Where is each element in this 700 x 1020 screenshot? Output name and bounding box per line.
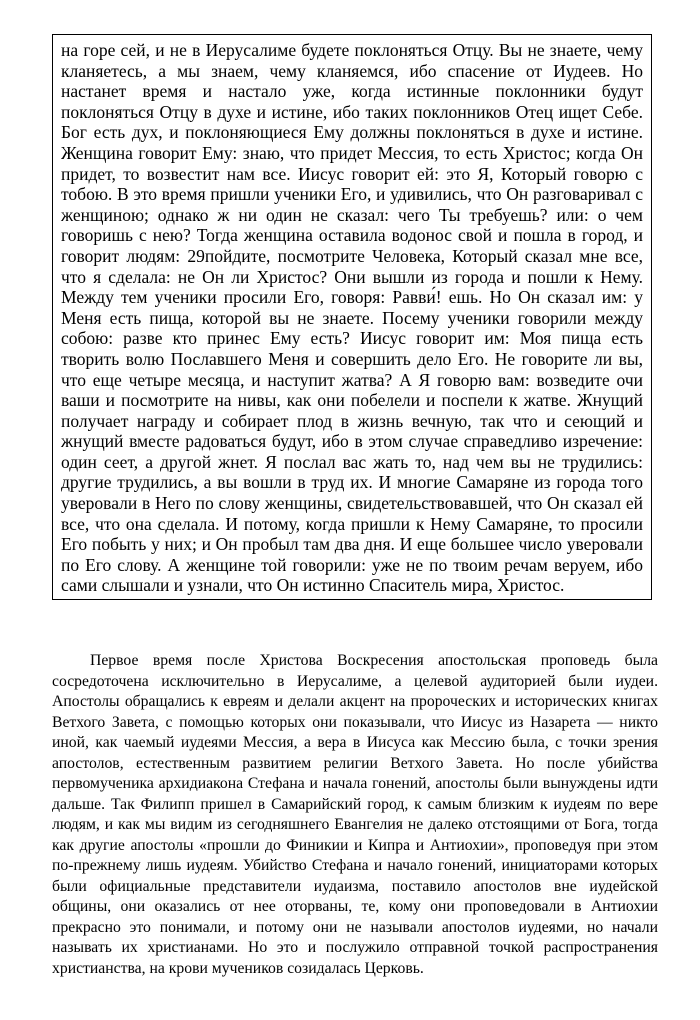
commentary-paragraph: Первое время после Христова Воскресения апостольская проповедь была сосредоточена исключительно в Иерусалиме, а целевой аудиторией были иудеи. Апостолы обращались к евреям и делали акцент на пророческих и исторических книгах Ветхого Завета, с помощью которых они показывали, что Иисус из Назарета — никто иной, как чаемый иудеями Мессия, а вера в Иисуса как Мессию была, с точки зрения апостолов, естественным развитием религии Ветхого Завета. Но после убийства первомученика архидиакона Стефана и начала гонений, апостолы были вынуждены идти дальше. Так Филипп пришел в Самарийский город, к самым близким к иудеям по вере людям, и как мы видим из сегодняшнего Евангелия не далеко отстоящими от Бога, тогда как другие апостолы «прошли до Финикии и Кипра и Антиохии», проповедуя при этом по-прежнему лишь иудеям. Убийство Стефана и начало гонений, инициаторами которых были официальные представители иудаизма, поставило апостолов вне иудейской общины, они оказались от нее оторваны, те, кому они проповедовали в Антиохии прекрасно это понимали, и потому они не называли апостолов иудеями, но начали называть их христианами. Но это и послужило отправной точкой распространения христианства, на крови мучеников созидалась Церковь. bbox=[52, 652, 658, 977]
gospel-quote-text: на горе сей, и не в Иерусалиме будете поклоняться Отцу. Вы не знаете, чему кланяетесь, а мы знаем, чему кланяемся, ибо спасение от Иудеев. Но настанет время и настало уже, когда истинные поклонники будут поклоняться Отцу в духе и истине, ибо таких поклонников Отец ищет Себе. Бог есть дух, и поклоняющиеся Ему должны поклоняться в духе и истине. Женщина говорит Ему: знаю, что придет Мессия, то есть Христос; когда Он придет, то возвестит нам все. Иисус говорит ей: это Я, Который говорю с тобою. В это время пришли ученики Его, и удивились, что Он разговаривал с женщиною; однако ж ни один не сказал: чего Ты требуешь? или: о чем говоришь с нею? Тогда женщина оставила водонос свой и пошла в город, и говорит людям: 29пойдите, посмотрите Человека, Который сказал мне все, что я сделала: не Он ли Христос? Они вышли из города и пошли к Нему. Между тем ученики просили Его, говоря: Равви́! ешь. Но Он сказал им: у Меня есть пища, которой вы не знаете. Посему ученики говорили между собою: разве кто принес Ему есть? Иисус говорит им: Моя пища есть творить волю Пославшего Меня и совершить дело Его. Не говорите ли вы, что еще четыре месяца, и наступит жатва? А Я говорю вам: возведите очи ваши и посмотрите на нивы, как они побелели и поспели к жатве. Жнущий получает награду и собирает плод в жизнь вечную, так что и сеющий и жнущий вместе радоваться будут, ибо в этом случае справедливо изречение: один сеет, а другой жнет. Я послал вас жать то, над чем вы не трудились: другие трудились, а вы вошли в труд их. И многие Самаряне из города того уверовали в Него по слову женщины, свидетельствовавшей, что Он сказал ей все, что она сделала. И потому, когда пришли к Нему Самаряне, то просили Его побыть у них; и Он пробыл там два дня. И еще большее число уверовали по Его слову. А женщине той говорили: уже не по твоим речам веруем, ибо сами слышали и узнали, что Он истинно Спаситель мира, Христос. bbox=[61, 40, 643, 596]
gospel-quote-box bbox=[52, 34, 652, 600]
